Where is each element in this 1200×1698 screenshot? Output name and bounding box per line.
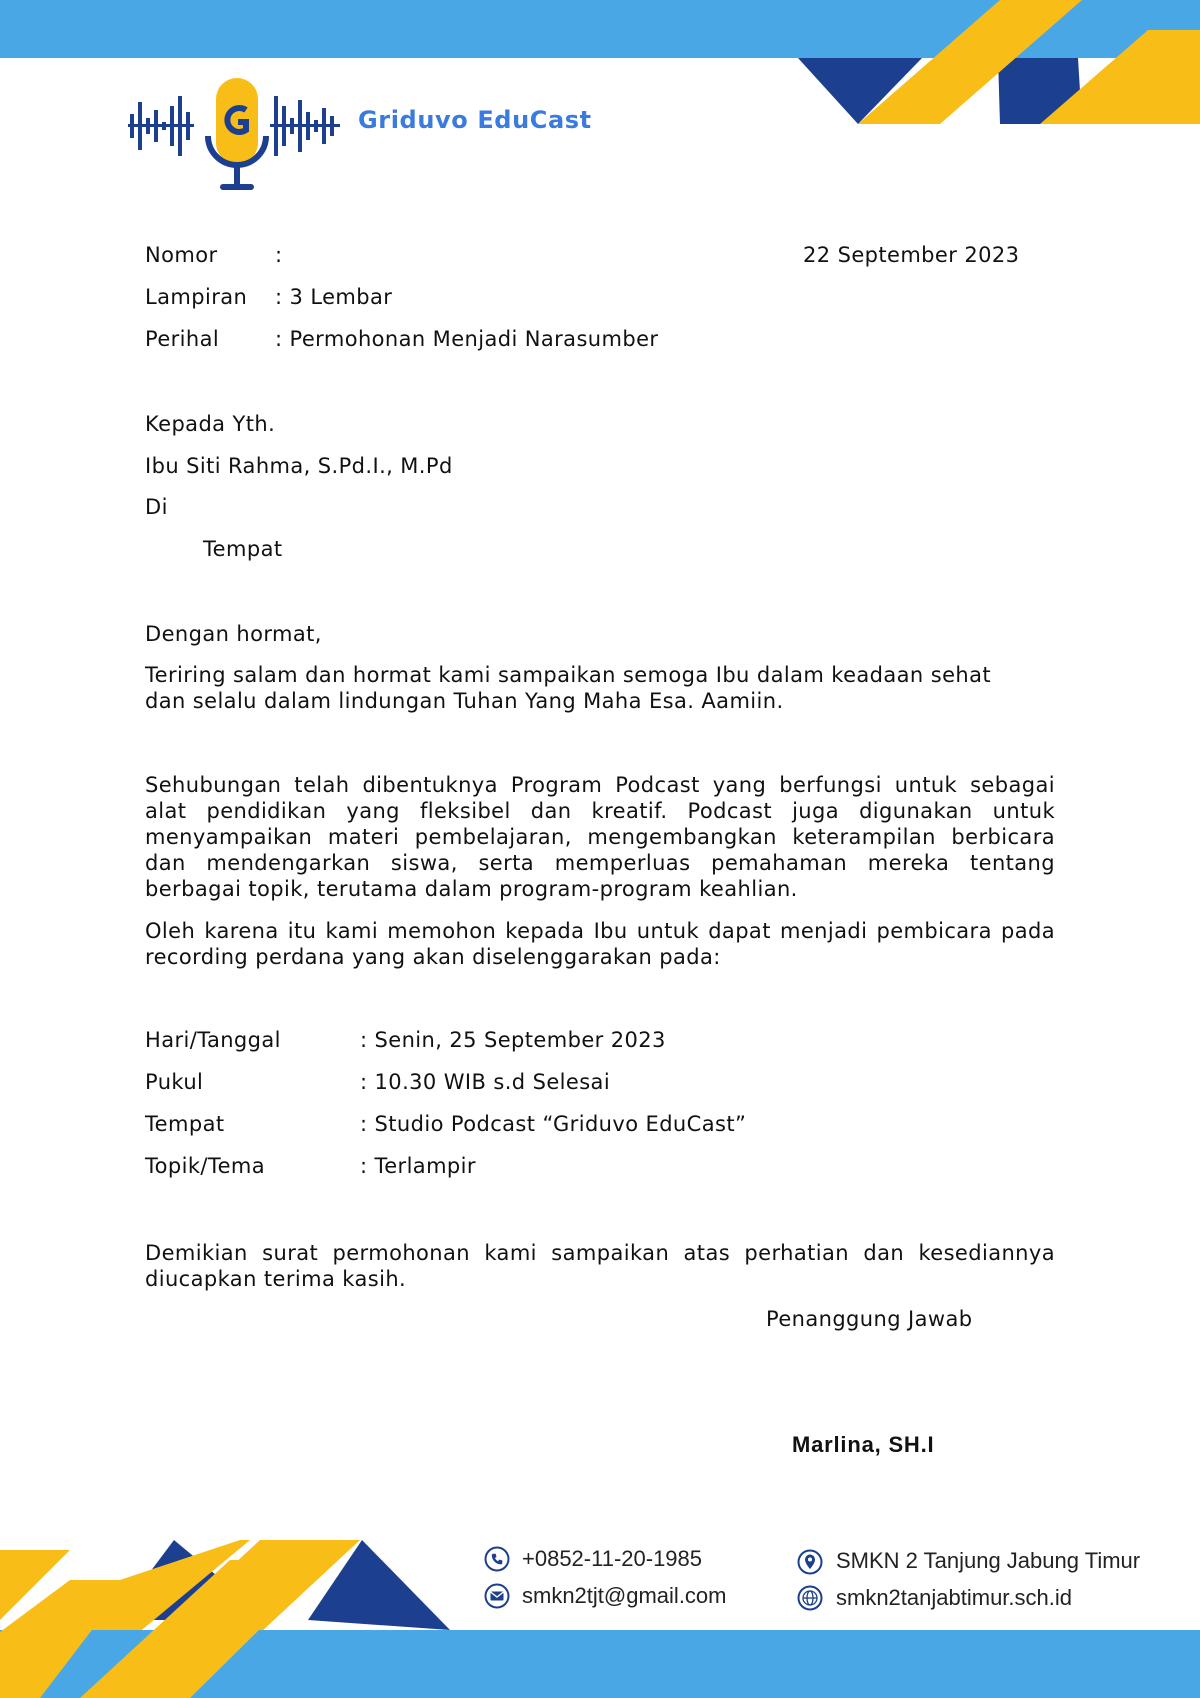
schedule-list: [145, 1027, 945, 1195]
footer-website: smkn2tanjabtimur.sch.id: [836, 1585, 1072, 1610]
location-pin-icon: [797, 1549, 823, 1575]
schedule-value: : Terlampir: [360, 1154, 476, 1178]
nomor-value: :: [275, 243, 283, 267]
paragraph-2: Sehubungan telah dibentuknya Program Podcast yang berfungsi untuk sebagai alat pendidikan yang fleksibel dan kreatif. Podcast juga digunakan untuk menyampaikan materi pembelajaran, mengembangkan keterampilan berbicara dan mendengarkan siswa, serta memperluas pemahaman mereka tentang berbagai topik, terutama dalam program-program keahlian.: [145, 773, 1055, 901]
schedule-row: [145, 1153, 945, 1195]
schedule-value: : Studio Podcast “Griduvo EduCast”: [360, 1112, 747, 1136]
footer-email: smkn2tjt@gmail.com: [522, 1583, 727, 1608]
perihal-label: Perihal: [145, 327, 220, 351]
schedule-value: : Senin, 25 September 2023: [360, 1028, 666, 1052]
footer-phone: +0852-11-20-1985: [522, 1546, 703, 1571]
closing-paragraph: Demikian surat permohonan kami sampaikan atas perhatian dan kesediannya diucapkan terima kasih.: [145, 1241, 1055, 1291]
recipient-salutation: Kepada Yth.: [145, 412, 276, 436]
schedule-row: [145, 1069, 945, 1111]
letter-date: 22 September 2023: [803, 243, 1020, 267]
schedule-label: Tempat: [145, 1112, 225, 1136]
perihal-value: : Permohonan Menjadi Narasumber: [275, 327, 659, 351]
recipient-place: Tempat: [203, 537, 283, 561]
schedule-row: [145, 1027, 945, 1069]
paragraph-1: Teriring salam dan hormat kami sampaikan semoga Ibu dalam keadaan sehat dan selalu dalam lindungan Tuhan Yang Maha Esa. Aamiin.: [145, 663, 991, 713]
greeting: Dengan hormat,: [145, 622, 322, 646]
schedule-label: Hari/Tanggal: [145, 1028, 281, 1052]
phone-icon: [484, 1546, 510, 1572]
schedule-label: Pukul: [145, 1070, 204, 1094]
email-icon: [484, 1583, 510, 1609]
logo-mark: [128, 72, 348, 204]
lampiran-label: Lampiran: [145, 285, 248, 309]
paragraph-3: Oleh karena itu kami memohon kepada Ibu untuk dapat menjadi pembicara pada recording perdana yang akan diselenggarakan pada:: [145, 919, 1055, 969]
logo-text: Griduvo EduCast: [358, 106, 592, 134]
globe-icon: [797, 1585, 823, 1611]
signer-title: Penanggung Jawab: [766, 1307, 973, 1331]
schedule-label: Topik/Tema: [145, 1154, 266, 1178]
schedule-row: [145, 1111, 945, 1153]
recipient-di: Di: [145, 495, 168, 519]
footer-address: SMKN 2 Tanjung Jabung Timur: [836, 1548, 1141, 1573]
nomor-label: Nomor: [145, 243, 218, 267]
recipient-name: Ibu Siti Rahma, S.Pd.I., M.Pd: [145, 454, 453, 478]
signer-name: Marlina, SH.I: [792, 1432, 935, 1457]
lampiran-value: : 3 Lembar: [275, 285, 393, 309]
schedule-value: : 10.30 WIB s.d Selesai: [360, 1070, 611, 1094]
